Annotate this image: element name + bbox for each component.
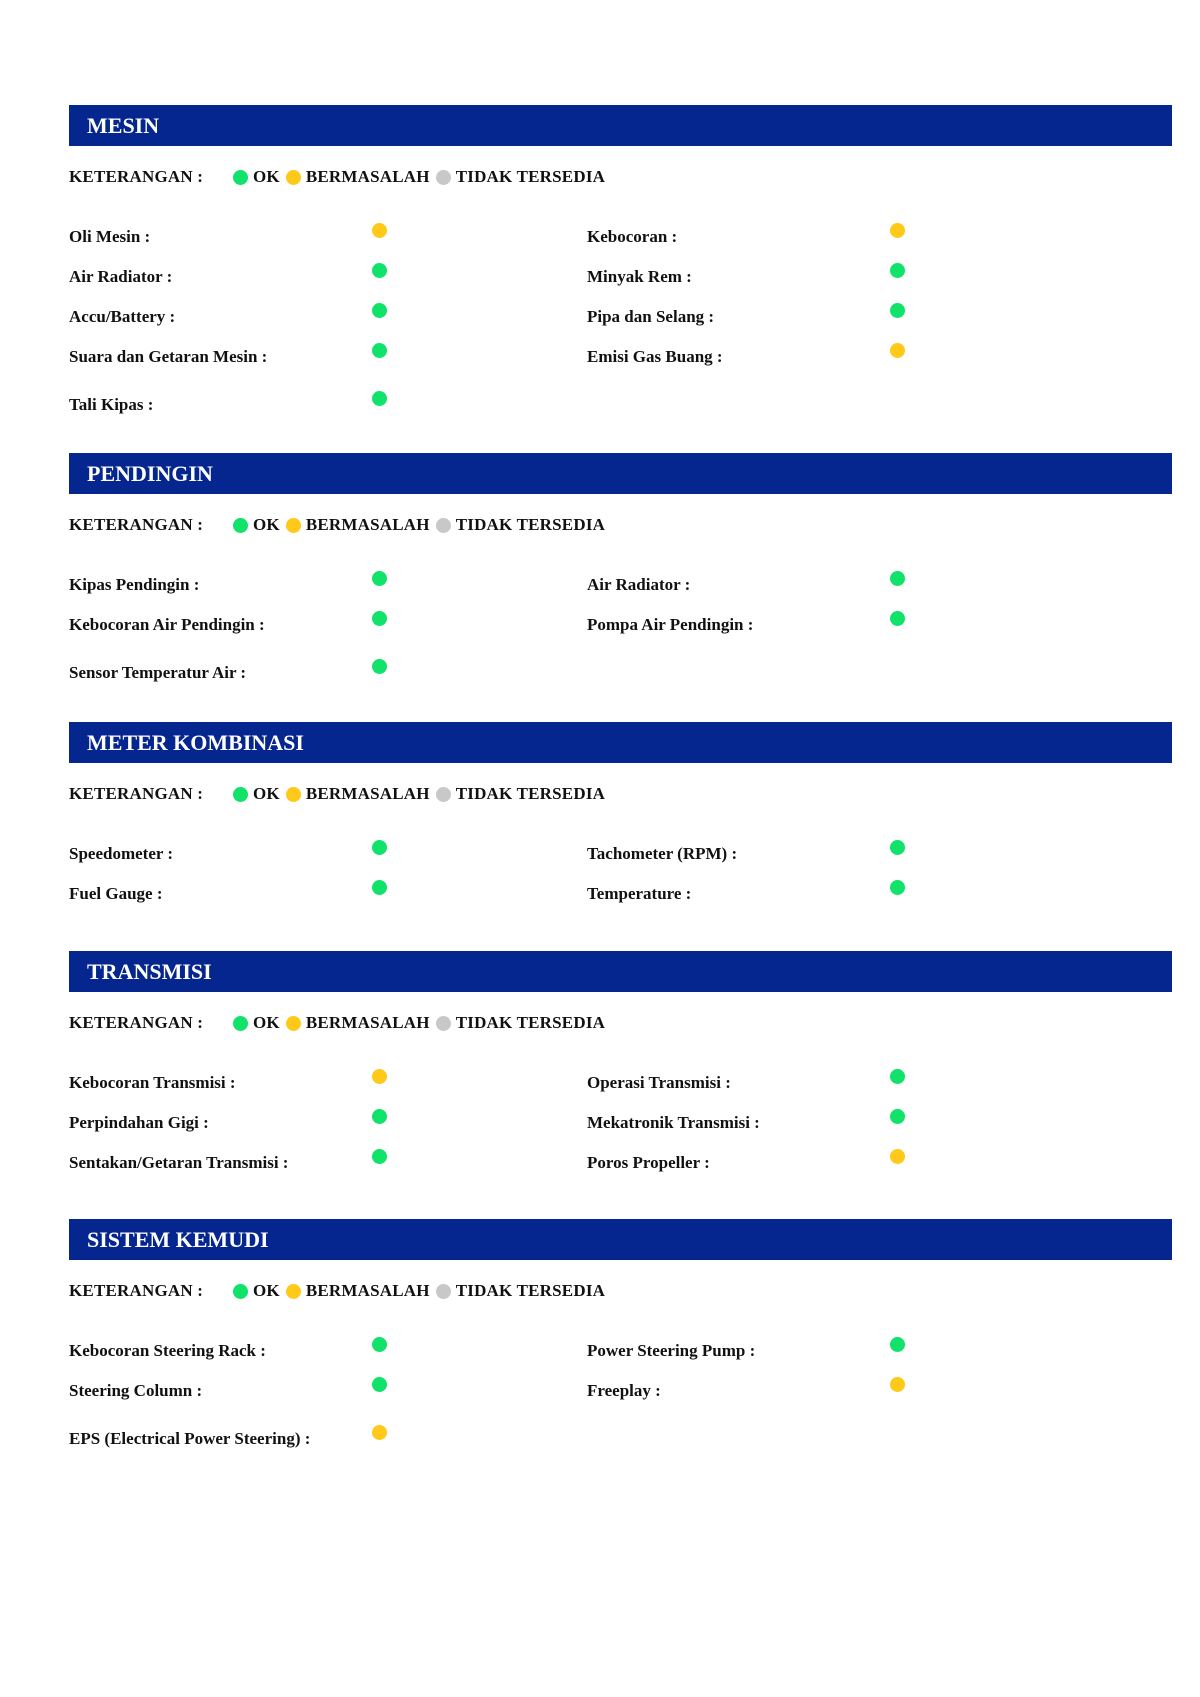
item-row bbox=[69, 1340, 1172, 1380]
status-bad-dot-icon bbox=[890, 1377, 905, 1392]
status-ok-dot-icon bbox=[372, 263, 387, 278]
item-grid bbox=[69, 843, 1172, 923]
status-ok-dot-icon bbox=[890, 303, 905, 318]
ok-dot-icon bbox=[233, 170, 248, 185]
status-ok-dot-icon bbox=[372, 1109, 387, 1124]
section-title: METER KOMBINASI bbox=[69, 722, 1172, 763]
status-ok-dot-icon bbox=[890, 840, 905, 855]
legend bbox=[69, 514, 1172, 536]
item-label: Pompa Air Pendingin : bbox=[587, 615, 754, 634]
section-pendingin bbox=[69, 453, 1172, 702]
item-label: Power Steering Pump : bbox=[587, 1341, 756, 1360]
item-label: Perpindahan Gigi : bbox=[69, 1113, 209, 1132]
bad-dot-icon bbox=[286, 170, 301, 185]
item-label: Freeplay : bbox=[587, 1381, 661, 1400]
legend-label: KETERANGAN : bbox=[69, 1013, 204, 1032]
legend bbox=[69, 1280, 1172, 1302]
item-label: Mekatronik Transmisi : bbox=[587, 1113, 760, 1132]
na-dot-icon bbox=[436, 518, 451, 533]
legend-label: KETERANGAN : bbox=[69, 784, 204, 803]
item-row bbox=[69, 394, 1172, 434]
item-row bbox=[69, 266, 1172, 306]
status-ok-dot-icon bbox=[890, 1069, 905, 1084]
status-ok-dot-icon bbox=[890, 1109, 905, 1124]
status-bad-dot-icon bbox=[890, 1149, 905, 1164]
item-label: Kebocoran Air Pendingin : bbox=[69, 615, 265, 634]
legend-ok: OK bbox=[233, 1013, 280, 1033]
item-row bbox=[69, 1428, 1172, 1468]
legend-ok: OK bbox=[233, 1281, 280, 1301]
item-label: Minyak Rem : bbox=[587, 267, 692, 286]
status-ok-dot-icon bbox=[372, 611, 387, 626]
section-title: PENDINGIN bbox=[69, 453, 1172, 494]
status-ok-dot-icon bbox=[372, 880, 387, 895]
item-label: Fuel Gauge : bbox=[69, 884, 163, 903]
section-meter-kombinasi bbox=[69, 722, 1172, 923]
na-dot-icon bbox=[436, 787, 451, 802]
legend-bad: BERMASALAH bbox=[286, 784, 430, 804]
item-label: Accu/Battery : bbox=[69, 307, 176, 326]
bad-dot-icon bbox=[286, 1284, 301, 1299]
item-label: Operasi Transmisi : bbox=[587, 1073, 731, 1092]
item-row bbox=[69, 883, 1172, 923]
section-title: SISTEM KEMUDI bbox=[69, 1219, 1172, 1260]
item-label: Speedometer : bbox=[69, 844, 174, 863]
ok-dot-icon bbox=[233, 1016, 248, 1031]
status-ok-dot-icon bbox=[890, 1337, 905, 1352]
status-ok-dot-icon bbox=[372, 303, 387, 318]
item-row bbox=[69, 662, 1172, 702]
legend-label: KETERANGAN : bbox=[69, 1281, 204, 1300]
legend bbox=[69, 166, 1172, 188]
item-row bbox=[69, 306, 1172, 346]
bad-dot-icon bbox=[286, 518, 301, 533]
status-ok-dot-icon bbox=[372, 659, 387, 674]
legend bbox=[69, 783, 1172, 805]
legend-label: KETERANGAN : bbox=[69, 167, 204, 186]
legend-na: TIDAK TERSEDIA bbox=[436, 167, 605, 187]
item-label: Sensor Temperatur Air : bbox=[69, 663, 247, 682]
na-dot-icon bbox=[436, 1016, 451, 1031]
status-ok-dot-icon bbox=[372, 571, 387, 586]
ok-dot-icon bbox=[233, 1284, 248, 1299]
section-transmisi bbox=[69, 951, 1172, 1192]
na-dot-icon bbox=[436, 1284, 451, 1299]
section-title: TRANSMISI bbox=[69, 951, 1172, 992]
status-ok-dot-icon bbox=[890, 611, 905, 626]
item-label: Air Radiator : bbox=[587, 575, 691, 594]
item-label: Oli Mesin : bbox=[69, 227, 151, 246]
item-row bbox=[69, 574, 1172, 614]
legend-label: KETERANGAN : bbox=[69, 515, 204, 534]
item-row bbox=[69, 346, 1172, 386]
status-ok-dot-icon bbox=[372, 1149, 387, 1164]
legend-na: TIDAK TERSEDIA bbox=[436, 1281, 605, 1301]
legend-ok: OK bbox=[233, 167, 280, 187]
status-ok-dot-icon bbox=[890, 571, 905, 586]
item-grid bbox=[69, 226, 1172, 434]
item-row bbox=[69, 614, 1172, 654]
na-dot-icon bbox=[436, 170, 451, 185]
status-ok-dot-icon bbox=[372, 1377, 387, 1392]
status-bad-dot-icon bbox=[890, 223, 905, 238]
status-ok-dot-icon bbox=[372, 343, 387, 358]
item-label: Emisi Gas Buang : bbox=[587, 347, 723, 366]
status-ok-dot-icon bbox=[372, 1337, 387, 1352]
item-label: Kebocoran Transmisi : bbox=[69, 1073, 236, 1092]
status-ok-dot-icon bbox=[372, 391, 387, 406]
item-label: Kipas Pendingin : bbox=[69, 575, 200, 594]
legend-bad: BERMASALAH bbox=[286, 167, 430, 187]
ok-dot-icon bbox=[233, 518, 248, 533]
item-label: Kebocoran : bbox=[587, 227, 678, 246]
item-grid bbox=[69, 1340, 1172, 1468]
item-label: Poros Propeller : bbox=[587, 1153, 710, 1172]
item-row bbox=[69, 1112, 1172, 1152]
item-row bbox=[69, 226, 1172, 266]
item-label: Steering Column : bbox=[69, 1381, 203, 1400]
section-sistem-kemudi bbox=[69, 1219, 1172, 1468]
bad-dot-icon bbox=[286, 787, 301, 802]
item-row bbox=[69, 1380, 1172, 1420]
item-label: Pipa dan Selang : bbox=[587, 307, 715, 326]
legend-na: TIDAK TERSEDIA bbox=[436, 515, 605, 535]
status-bad-dot-icon bbox=[372, 223, 387, 238]
section-title: MESIN bbox=[69, 105, 1172, 146]
item-label: Temperature : bbox=[587, 884, 692, 903]
status-ok-dot-icon bbox=[890, 880, 905, 895]
item-label: Tachometer (RPM) : bbox=[587, 844, 738, 863]
legend-na: TIDAK TERSEDIA bbox=[436, 1013, 605, 1033]
item-label: Suara dan Getaran Mesin : bbox=[69, 347, 268, 366]
legend bbox=[69, 1012, 1172, 1034]
status-bad-dot-icon bbox=[890, 343, 905, 358]
section-mesin bbox=[69, 105, 1172, 434]
item-row bbox=[69, 1152, 1172, 1192]
legend-bad: BERMASALAH bbox=[286, 515, 430, 535]
item-row bbox=[69, 843, 1172, 883]
item-label: EPS (Electrical Power Steering) : bbox=[69, 1429, 311, 1448]
legend-bad: BERMASALAH bbox=[286, 1013, 430, 1033]
ok-dot-icon bbox=[233, 787, 248, 802]
item-label: Air Radiator : bbox=[69, 267, 173, 286]
legend-ok: OK bbox=[233, 515, 280, 535]
legend-na: TIDAK TERSEDIA bbox=[436, 784, 605, 804]
item-label: Kebocoran Steering Rack : bbox=[69, 1341, 266, 1360]
legend-bad: BERMASALAH bbox=[286, 1281, 430, 1301]
bad-dot-icon bbox=[286, 1016, 301, 1031]
item-grid bbox=[69, 1072, 1172, 1192]
status-ok-dot-icon bbox=[372, 840, 387, 855]
legend-ok: OK bbox=[233, 784, 280, 804]
item-row bbox=[69, 1072, 1172, 1112]
status-ok-dot-icon bbox=[890, 263, 905, 278]
status-bad-dot-icon bbox=[372, 1069, 387, 1084]
item-label: Sentakan/Getaran Transmisi : bbox=[69, 1153, 289, 1172]
status-bad-dot-icon bbox=[372, 1425, 387, 1440]
item-label: Tali Kipas : bbox=[69, 395, 154, 414]
item-grid bbox=[69, 574, 1172, 702]
